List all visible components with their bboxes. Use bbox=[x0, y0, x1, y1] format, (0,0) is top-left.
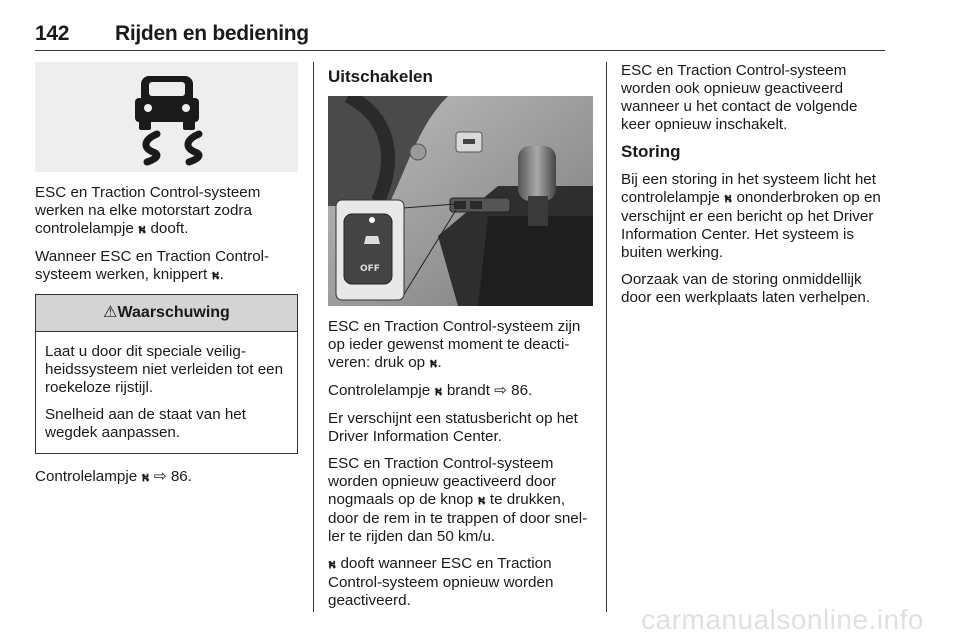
status-message-paragraph: Er verschijnt een statusbericht op het Driver Information Center. bbox=[328, 410, 578, 445]
section-heading-uitschakelen: Uitschakelen bbox=[328, 67, 433, 86]
column-left bbox=[35, 62, 298, 496]
column-right bbox=[621, 62, 889, 316]
traction-lamp-icon: ⛕ bbox=[724, 192, 733, 205]
warning-text-1: Laat u door dit speciale veilig-heidssysteem niet verleiden tot een roekeloze rijstijl. bbox=[45, 343, 284, 396]
warning-icon: ⚠ bbox=[103, 304, 118, 321]
page-ref-arrow-icon: ⇨ bbox=[494, 382, 507, 399]
esc-off-label: OFF bbox=[360, 264, 380, 274]
warning-text-2: Snelheid aan de staat van het wegdek aanpassen. bbox=[45, 406, 246, 441]
console-button-photo bbox=[328, 96, 593, 306]
page-ref-arrow-icon: ⇨ bbox=[153, 468, 167, 485]
warning-body bbox=[36, 332, 297, 453]
skidding-car-icon bbox=[35, 62, 298, 172]
traction-control-illustration bbox=[35, 62, 298, 172]
deactivate-paragraph: ESC en Traction Control-systeem zijn op ieder gewenst moment te deacti-veren: druk op ⛕. bbox=[328, 318, 581, 371]
intro-paragraph: ESC en Traction Control-systeem werken na elke motorstart zodra controlelampje ⛕ dooft. bbox=[35, 184, 261, 237]
column-divider-2 bbox=[606, 62, 607, 612]
traction-lamp-icon: ⛕ bbox=[211, 269, 220, 282]
traction-lamp-icon: ⛕ bbox=[141, 471, 150, 484]
esc-off-icon: ⛕ bbox=[328, 558, 337, 571]
page-title: Rijden en bediening bbox=[115, 22, 309, 45]
flash-paragraph: Wanneer ESC en Traction Control-systeem werken, knippert ⛕. bbox=[35, 248, 270, 283]
warning-box bbox=[35, 294, 298, 454]
esc-off-icon: ⛕ bbox=[477, 494, 486, 507]
center-console-illustration bbox=[328, 96, 593, 306]
ignition-reactivate-paragraph: ESC en Traction Control-systeem worden ook opnieuw geactiveerd wanneer u het contact de volgende keer opnieuw inschakelt. bbox=[621, 62, 858, 133]
lamp-reference: Controlelampje ⛕ ⇨ 86. bbox=[35, 468, 192, 485]
fault-paragraph: Bij een storing in het systeem licht het controlelampje ⛕ ononderbroken op en verschijnt er een bericht op het Driver Information Center. Het systeem is buiten werking. bbox=[621, 171, 881, 261]
column-divider-1 bbox=[313, 62, 314, 612]
reactivate-paragraph: ESC en Traction Control-systeem worden opnieuw geactiveerd door nogmaals op de knop ⛕ te drukken, door de rem in te trappen of door snel-ler te rijden dan 50 km/u. bbox=[328, 455, 588, 545]
header-rule bbox=[35, 50, 885, 51]
section-heading-storing: Storing bbox=[621, 142, 681, 161]
esc-off-icon: ⛕ bbox=[434, 385, 443, 398]
lamp-off-paragraph: ⛕ dooft wanneer ESC en Traction Control-systeem opnieuw worden geactiveerd. bbox=[328, 555, 554, 609]
esc-off-icon: ⛕ bbox=[429, 357, 438, 370]
fault-cause-paragraph: Oorzaak van de storing onmiddellijk door een werkplaats laten verhelpen. bbox=[621, 271, 871, 306]
warning-header: ⚠Waarschuwing bbox=[36, 295, 297, 332]
lamp-on-paragraph: Controlelampje ⛕ brandt ⇨ 86. bbox=[328, 382, 533, 399]
watermark: carmanualsonline.info bbox=[641, 604, 924, 635]
traction-lamp-icon: ⛕ bbox=[138, 223, 147, 236]
page-number: 142 bbox=[35, 22, 70, 45]
column-middle bbox=[328, 62, 593, 619]
